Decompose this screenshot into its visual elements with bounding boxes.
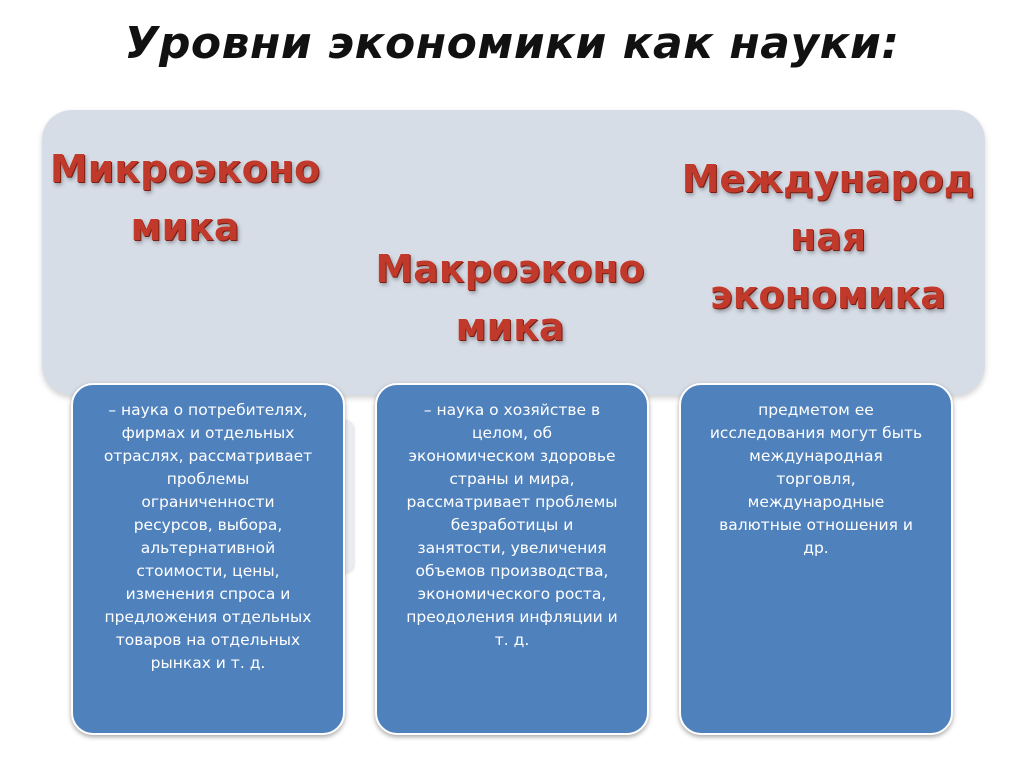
card-text-line: – наука о хозяйстве в	[423, 401, 601, 419]
heading-line: Международ	[681, 157, 975, 201]
card-macroeconomics	[375, 383, 649, 735]
card-text-line: фирмах и отдельных	[121, 424, 295, 442]
heading-microeconomics	[30, 140, 340, 256]
card-international-economics	[679, 383, 953, 735]
heading-line: мика	[455, 305, 565, 349]
card-text-line: рынках и т. д.	[150, 654, 266, 672]
card-text-line: ограниченности	[141, 493, 275, 511]
card-text-line: экономическом здоровье	[408, 447, 616, 465]
heading-line: мика	[130, 205, 240, 249]
card-text-line: экономического роста,	[417, 585, 607, 603]
heading-line: Микроэконо	[49, 147, 321, 191]
heading-macroeconomics	[355, 240, 665, 356]
card-text-line: страны и мира,	[449, 470, 575, 488]
card-text-line: ресурсов, выбора,	[133, 516, 283, 534]
card-text-line: изменения спроса и	[125, 585, 291, 603]
card-microeconomics	[71, 383, 345, 735]
card-text-line: стоимости, цены,	[136, 562, 280, 580]
card-text-line: проблемы	[166, 470, 250, 488]
card-text-line: безработицы и	[450, 516, 574, 534]
card-text-line: альтернативной	[140, 539, 276, 557]
slide-title: Уровни экономики как науки:	[124, 18, 900, 69]
card-text-line: валютные отношения и	[719, 516, 913, 534]
card-text-line: др.	[803, 539, 829, 557]
card-text-line: предложения отдельных	[104, 608, 312, 626]
card-text-line: предметом ее	[758, 401, 874, 419]
heading-line: Макроэконо	[375, 247, 645, 291]
heading-international-economics	[668, 150, 988, 324]
card-text-line: международная	[749, 447, 883, 465]
card-text-line: исследования могут быть	[709, 424, 923, 442]
card-text-line: занятости, увеличения	[417, 539, 607, 557]
heading-line: экономика	[710, 273, 946, 317]
card-text-line: отраслях, рассматривает	[103, 447, 313, 465]
card-text-line: – наука о потребителях,	[108, 401, 308, 419]
card-text-line: объемов производства,	[415, 562, 609, 580]
heading-line: ная	[789, 215, 867, 259]
card-text-line: преодоления инфляции и	[406, 608, 618, 626]
card-text-line: международные	[747, 493, 885, 511]
card-text-line: т. д.	[494, 631, 530, 649]
card-text-line: рассматривает проблемы	[406, 493, 618, 511]
card-text-line: торговля,	[776, 470, 856, 488]
card-text-line: товаров на отдельных	[115, 631, 301, 649]
card-text-line: целом, об	[471, 424, 553, 442]
